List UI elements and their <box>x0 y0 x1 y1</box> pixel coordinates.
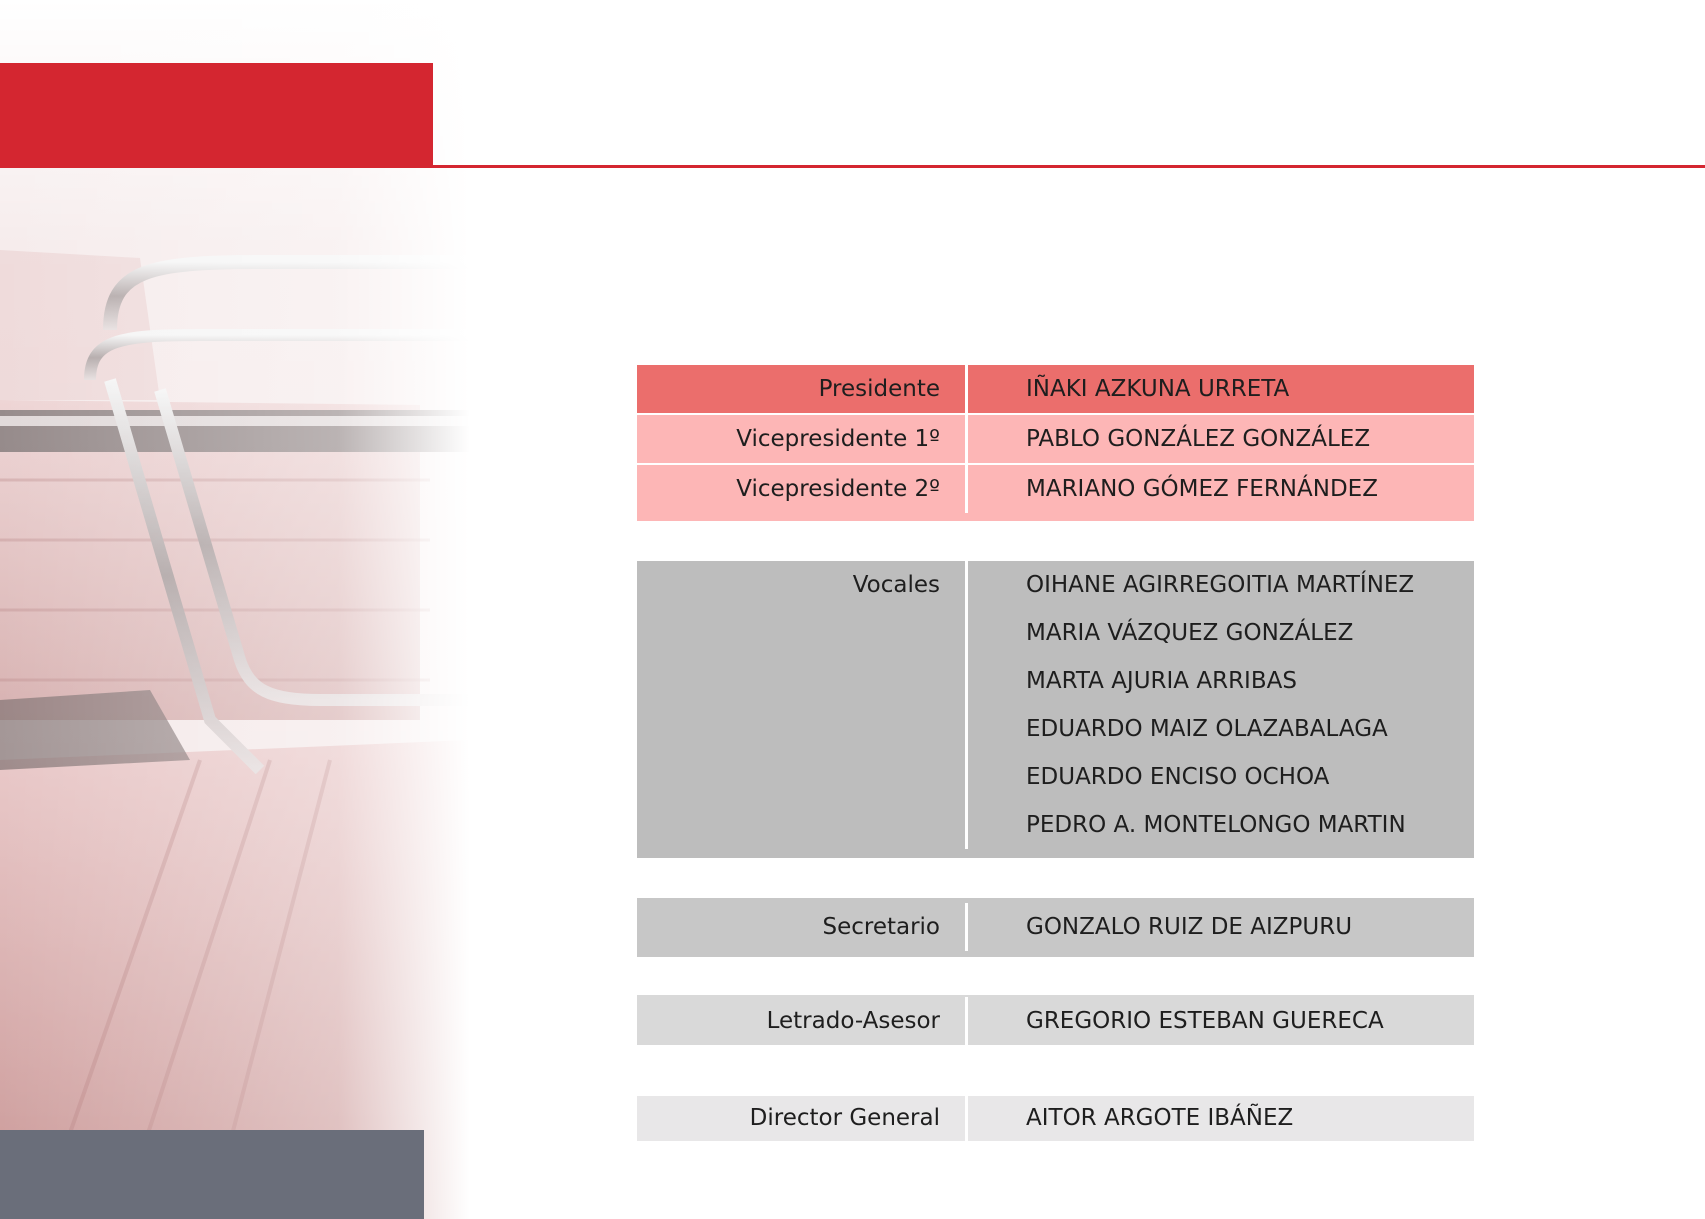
spacer <box>637 1045 1474 1096</box>
row-vocales <box>637 561 1474 858</box>
role-label: Secretario <box>822 914 940 940</box>
header-red-block <box>0 63 433 168</box>
chairs-photo <box>0 0 470 1219</box>
footer-grey-block <box>0 1130 424 1219</box>
row-secretario <box>637 898 1474 957</box>
role-label: Director General <box>749 1105 940 1131</box>
member-name: MARIANO GÓMEZ FERNÁNDEZ <box>1026 476 1378 502</box>
member-name: OIHANE AGIRREGOITIA MARTÍNEZ <box>1026 572 1415 598</box>
member-name: MARIA VÁZQUEZ GONZÁLEZ <box>1026 620 1354 646</box>
member-name: EDUARDO ENCISO OCHOA <box>1026 764 1330 790</box>
spacer <box>637 858 1474 898</box>
role-label: Vicepresidente 2º <box>736 476 940 502</box>
member-name: PABLO GONZÁLEZ GONZÁLEZ <box>1026 426 1371 452</box>
spacer <box>637 521 1474 561</box>
row-director-general <box>637 1096 1474 1141</box>
row-letrado-asesor <box>637 995 1474 1045</box>
role-label: Letrado-Asesor <box>766 1008 940 1034</box>
role-label: Presidente <box>818 376 940 402</box>
header-red-rule <box>433 165 1705 168</box>
row-vicepresidente-1 <box>637 415 1474 463</box>
board-table <box>637 365 1474 1141</box>
member-name: MARTA AJURIA ARRIBAS <box>1026 668 1297 694</box>
member-name: AITOR ARGOTE IBÁÑEZ <box>1026 1105 1294 1131</box>
row-vicepresidente-2 <box>637 465 1474 521</box>
member-name: GONZALO RUIZ DE AIZPURU <box>1026 914 1353 940</box>
member-name: IÑAKI AZKUNA URRETA <box>1026 376 1290 402</box>
role-label: Vocales <box>852 572 940 598</box>
row-presidente <box>637 365 1474 413</box>
role-label: Vicepresidente 1º <box>736 426 940 452</box>
member-name: GREGORIO ESTEBAN GUERECA <box>1026 1008 1384 1034</box>
member-name: EDUARDO MAIZ OLAZABALAGA <box>1026 716 1388 742</box>
member-name: PEDRO A. MONTELONGO MARTIN <box>1026 812 1406 838</box>
spacer <box>637 957 1474 995</box>
